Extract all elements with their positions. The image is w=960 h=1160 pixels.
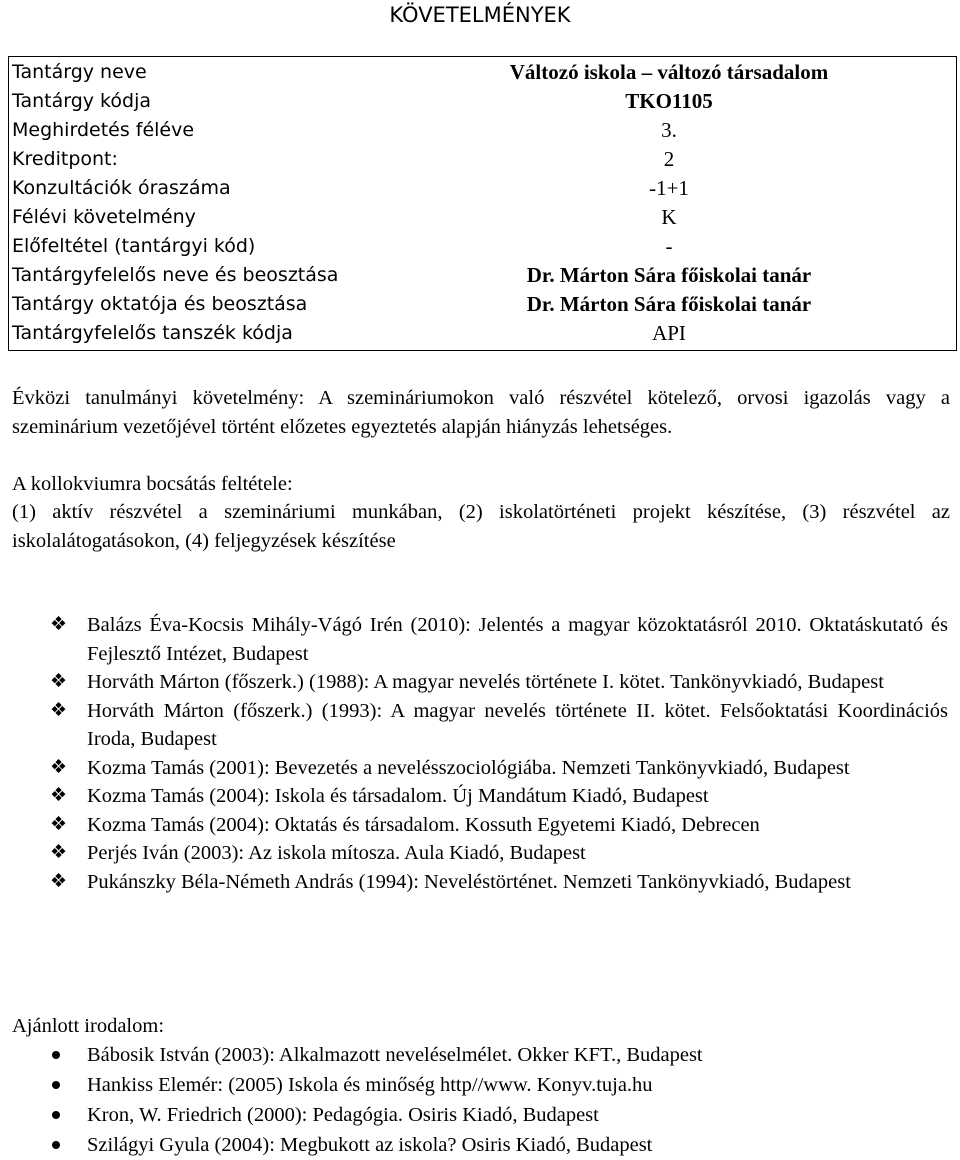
reference-text: Pukánszky Béla-Németh András (1994): Neveléstörténet. Nemzeti Tankönyvkiadó, Budapest <box>87 870 851 893</box>
info-row <box>9 115 956 144</box>
evkozi-requirement: Évközi tanulmányi követelmény: A szemináriumokon való részvétel kötelező, orvosi igazolás vagy a szeminárium vezetőjével történt előzetes egyeztetés alapján hiányzás lehetséges. <box>12 387 950 438</box>
reference-text: Perjés Iván (2003): Az iskola mítosza. Aula Kiadó, Budapest <box>87 842 586 864</box>
info-value: Dr. Márton Sára főiskolai tanár <box>526 292 812 316</box>
list-item <box>0 839 960 868</box>
diamond-flower-icon: ❖ <box>50 614 68 635</box>
reference-text: Kozma Tamás (2004): Oktatás és társadalom. Kossuth Egyetemi Kiadó, Debrecen <box>87 813 760 836</box>
info-value: 3. <box>661 118 677 142</box>
filled-circle-icon <box>52 1141 60 1149</box>
list-item <box>0 868 960 897</box>
info-value: Változó iskola – változó társadalom <box>509 60 829 84</box>
recommended-text: Kron, W. Friedrich (2000): Pedagógia. Osiris Kiadó, Budapest <box>87 1104 599 1126</box>
info-value: K <box>661 205 677 229</box>
diamond-flower-icon: ❖ <box>50 756 68 778</box>
reference-text: Kozma Tamás (2004): Iskola és társadalom. Új Mandátum Kiadó, Budapest <box>87 785 709 807</box>
info-row <box>9 57 956 86</box>
info-row <box>9 144 956 173</box>
course-info-table <box>8 56 957 351</box>
recommended-text: Hankiss Elemér: (2005) Iskola és minőség http//www. Konyv.tuja.hu <box>87 1074 653 1096</box>
list-item <box>0 1130 960 1160</box>
reference-text: Balázs Éva-Kocsis Mihály-Vágó Irén (2010): Jelentés a magyar közoktatásról 2010. Oktatáskutató és Fejlesztő Intézet, Budapest <box>87 614 948 665</box>
list-item <box>0 1100 960 1130</box>
reference-list <box>0 611 960 896</box>
recommended-text: Bábosik István (2003): Alkalmazott neveléselmélet. Okker KFT., Budapest <box>87 1044 703 1066</box>
info-row <box>9 86 956 115</box>
reference-text: Horváth Márton (főszerk.) (1993): A magyar nevelés története II. kötet. Felsőoktatási Koordinációs Iroda, Budapest <box>87 699 948 750</box>
info-row <box>9 231 956 260</box>
info-label: Tantárgy oktatója és beosztása <box>12 293 308 315</box>
info-label: Konzultációk óraszáma <box>12 177 231 199</box>
list-item <box>0 611 960 668</box>
kollokvium-heading: A kollokviumra bocsátás feltétele: <box>12 473 293 495</box>
diamond-flower-icon: ❖ <box>50 671 68 692</box>
list-item <box>0 782 960 811</box>
recommended-list <box>0 1040 960 1160</box>
reference-text: Kozma Tamás (2001): Bevezetés a nevelésszociológiába. Nemzeti Tankönyvkiadó, Budapest <box>87 756 850 779</box>
diamond-flower-icon: ❖ <box>50 870 68 892</box>
list-item <box>0 668 960 697</box>
filled-circle-icon <box>52 1051 60 1059</box>
info-row <box>9 260 956 289</box>
info-label: Tantárgy kódja <box>12 90 151 112</box>
info-label: Tantárgyfelelős tanszék kódja <box>12 322 293 344</box>
info-row <box>9 173 956 202</box>
diamond-flower-icon: ❖ <box>50 842 68 863</box>
list-item <box>0 754 960 783</box>
info-label: Kreditpont: <box>12 148 118 170</box>
list-item <box>0 811 960 840</box>
info-label: Előfeltétel (tantárgyi kód) <box>12 235 256 257</box>
info-value: -1+1 <box>649 176 689 200</box>
page-title: KÖVETELMÉNYEK <box>389 3 571 27</box>
info-value: 2 <box>663 147 675 171</box>
info-value: TKO1105 <box>625 89 713 113</box>
diamond-flower-icon: ❖ <box>50 813 68 835</box>
reference-text: Horváth Márton (főszerk.) (1988): A magyar nevelés története I. kötet. Tankönyvkiadó, Budapest <box>87 671 884 693</box>
info-label: Meghirdetés féléve <box>12 119 195 141</box>
diamond-flower-icon: ❖ <box>50 785 68 806</box>
filled-circle-icon <box>52 1081 60 1089</box>
filled-circle-icon <box>52 1111 60 1119</box>
list-item <box>0 1040 960 1070</box>
recommended-text: Szilágyi Gyula (2004): Megbukott az iskola? Osiris Kiadó, Budapest <box>87 1134 653 1156</box>
info-label: Félévi követelmény <box>12 206 196 228</box>
info-value: Dr. Márton Sára főiskolai tanár <box>526 263 812 287</box>
kollokvium-conditions: (1) aktív részvétel a szemináriumi munkában, (2) iskolatörténeti projekt készítése, (3) részvétel az iskolalátogatásokon, (4) feljegyzések készítése <box>12 501 950 552</box>
info-row <box>9 202 956 231</box>
diamond-flower-icon: ❖ <box>50 699 68 721</box>
info-label: Tantárgyfelelős neve és beosztása <box>12 264 339 286</box>
list-item <box>0 697 960 754</box>
recommended-heading: Ajánlott irodalom: <box>12 1015 165 1037</box>
list-item <box>0 1070 960 1100</box>
info-row <box>9 289 956 318</box>
info-label: Tantárgy neve <box>12 61 147 83</box>
info-value: API <box>652 321 686 345</box>
info-value: - <box>665 234 673 258</box>
info-row <box>9 318 956 347</box>
